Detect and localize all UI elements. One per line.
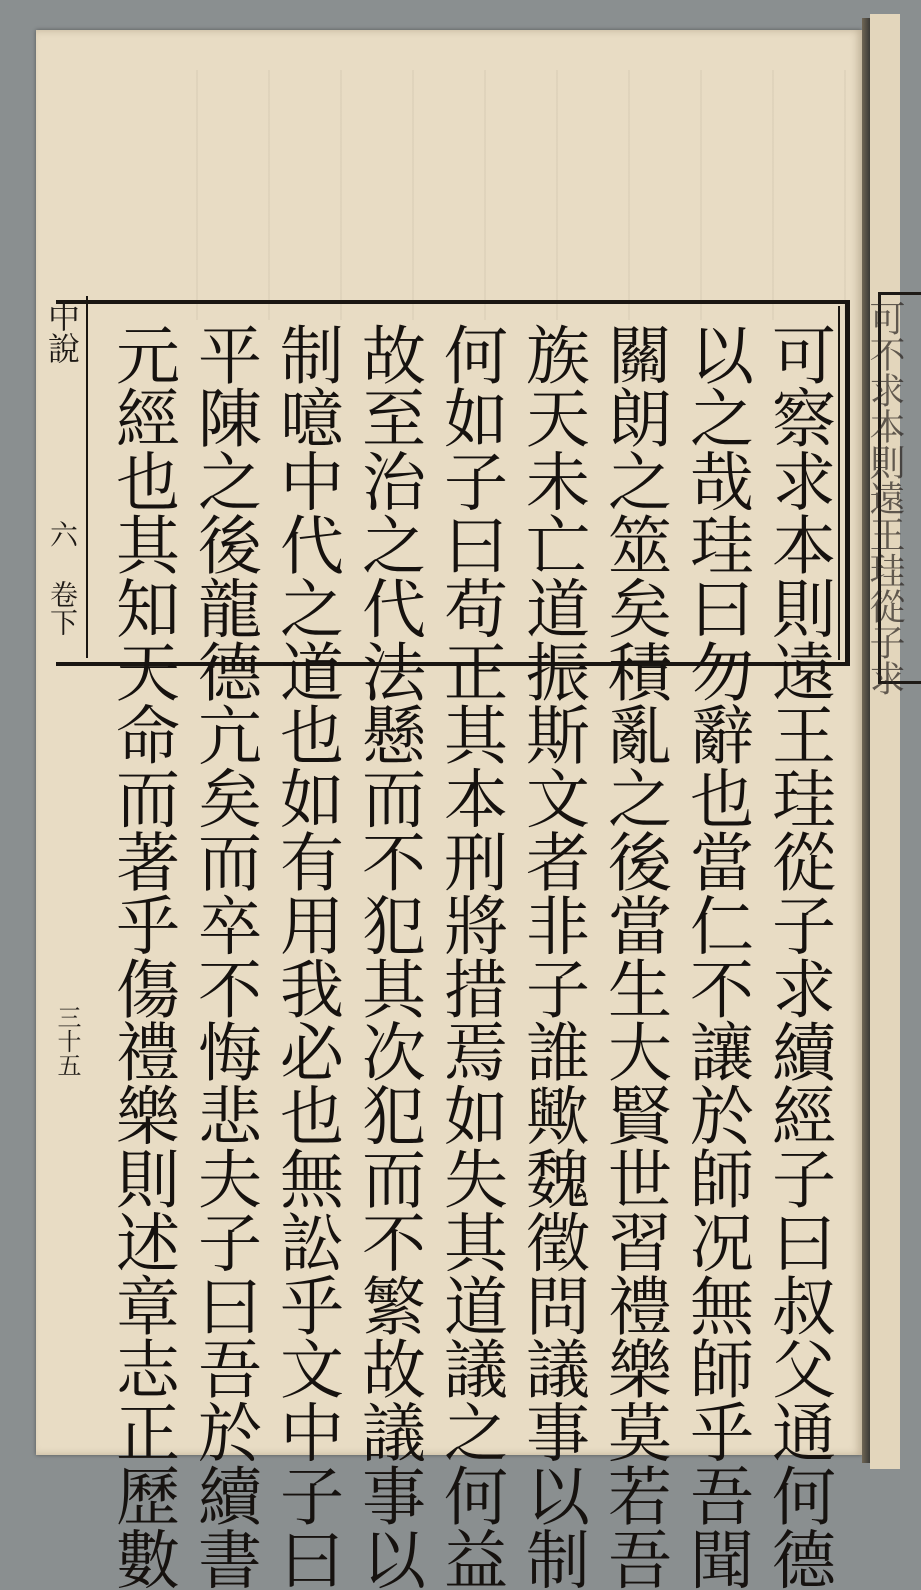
text-column-2: 以之哉珪曰勿辭也當仁不讓於師况無師乎吾聞 bbox=[679, 322, 753, 1590]
text-column-7: 制噫中代之道也如有用我必也無訟乎文中子曰 bbox=[269, 322, 343, 1590]
text-column-3: 關朗之筮矣積亂之後當生大賢世習禮樂莫若吾 bbox=[597, 322, 671, 1590]
text-column-6: 故至治之代法懸而不犯其次犯而不繁故議事以 bbox=[351, 322, 425, 1590]
text-column-9: 元經也其知天命而著乎傷禮樂則述章志正歷數 bbox=[105, 322, 179, 1590]
text-column-5: 何如子曰苟正其本刑將措焉如失其道議之何益 bbox=[433, 322, 507, 1590]
margin-juan-number: 六 bbox=[46, 520, 79, 548]
text-column-8: 平陳之後龍德亢矣而卒不悔悲夫子曰吾於續書 bbox=[187, 322, 261, 1590]
adjacent-page-text: 可不求本則遠王珪從子求 bbox=[864, 300, 905, 696]
text-column-4: 族天未亡道振斯文者非子誰歟魏徵問議事以制 bbox=[515, 322, 589, 1590]
book-gutter bbox=[862, 18, 870, 1463]
margin-folio-number: 三十五 bbox=[53, 1005, 81, 1077]
text-column-1: 可察求本則遠王珪從子求續經子曰叔父通何德 bbox=[761, 322, 835, 1590]
bleed-through-texture bbox=[126, 70, 866, 320]
margin-book-title: 中說 bbox=[43, 300, 81, 364]
margin-section-label: 卷下 bbox=[46, 580, 79, 636]
adjacent-page bbox=[864, 14, 905, 1469]
